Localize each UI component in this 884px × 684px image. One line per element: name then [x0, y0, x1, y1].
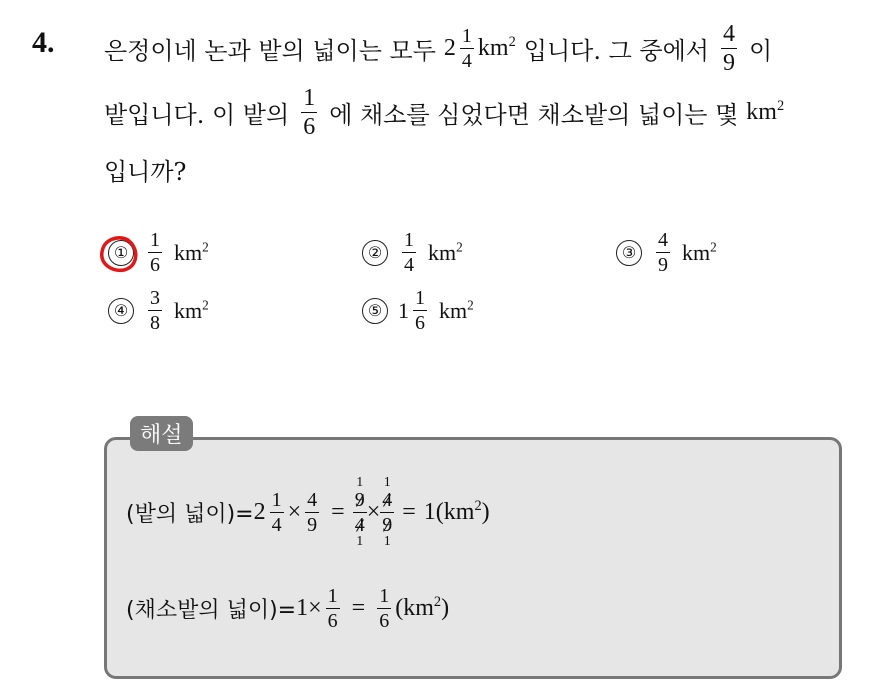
- solution-box: [104, 437, 842, 679]
- result-unit: $km^2$: [443, 498, 482, 525]
- fraction-numerator: 4: [722, 21, 735, 47]
- choice-unit: $km^2$: [682, 239, 717, 265]
- choice-3[interactable]: [616, 230, 717, 275]
- choice-whole: 1: [398, 297, 409, 323]
- equals-sign: =: [331, 499, 345, 525]
- times-sign: ×: [308, 595, 322, 621]
- fraction-one-sixth: [301, 86, 317, 139]
- choice-5[interactable]: [362, 288, 474, 333]
- question-text-2a: 밭입니다. 이 밭의: [104, 101, 290, 129]
- fraction: $\frac{1}{6}$: [327, 585, 338, 632]
- choice-number: ①: [108, 240, 134, 266]
- solution-equation-1: [126, 476, 490, 549]
- number-one: 1: [296, 595, 309, 621]
- fraction-numerator: 1: [461, 25, 472, 47]
- fraction-total: [460, 26, 474, 71]
- solution-tag: 해설: [130, 416, 193, 451]
- mixed-whole: 2: [443, 35, 456, 61]
- open-paren: (: [395, 595, 404, 621]
- fraction-denominator: 4: [461, 50, 472, 72]
- fraction-result: $\frac{1}{6}$: [379, 585, 390, 632]
- choice-fraction: $\frac{3}{8}$: [150, 287, 160, 334]
- times-sign: ×: [366, 499, 381, 525]
- fraction-denominator: 6: [303, 114, 316, 140]
- equals-sign: =: [351, 595, 366, 621]
- choice-number: ⑤: [362, 298, 388, 324]
- choice-unit: $km^2$: [439, 297, 474, 323]
- choice-unit: $km^2$: [428, 239, 463, 265]
- mixed-number-total: [444, 26, 478, 71]
- close-paren: ): [441, 595, 450, 621]
- question-text-1c: 이: [748, 37, 773, 65]
- cancelled-fraction-1: 1 $\frac{9}{4}$ 1: [354, 475, 365, 549]
- close-paren: ): [481, 499, 490, 525]
- fraction: $\frac{1}{4}$: [271, 489, 282, 536]
- choice-fraction: $\frac{1}{6}$: [150, 229, 160, 276]
- choice-2[interactable]: [362, 230, 463, 275]
- fraction-denominator: 9: [722, 50, 735, 76]
- choice-number: ④: [108, 298, 134, 324]
- equals-sign: =: [402, 499, 416, 525]
- question-number: 4.: [32, 26, 55, 59]
- fraction-numerator: 1: [303, 85, 316, 111]
- choice-number: ②: [362, 240, 388, 266]
- question-line-2: [104, 86, 784, 139]
- choice-number: ③: [616, 240, 642, 266]
- choice-unit: $km^2$: [174, 297, 209, 323]
- solution-equation-2: [126, 586, 449, 631]
- question-text-1b: 입니다. 그 중에서: [523, 37, 709, 65]
- question-text-2b: 에 채소를 심었다면 채소밭의 넓이는 몇: [329, 101, 739, 129]
- unit-km2: $km^2$: [477, 34, 516, 61]
- question-line-1: [104, 22, 772, 75]
- unit-km2: $km^2$: [746, 98, 785, 125]
- fraction-four-ninths: [721, 22, 737, 75]
- result-unit: $km^2$: [403, 594, 442, 621]
- question-line-3: 입니까?: [104, 158, 187, 186]
- question-text-1a: 은정이네 논과 밭의 넓이는 모두: [104, 37, 436, 65]
- selected-answer-mark: [98, 234, 142, 274]
- equation-label: (밭의 넓이)=: [126, 502, 254, 527]
- result-value: 1(: [423, 499, 444, 525]
- equation-label: (채소밭의 넓이)=: [126, 598, 297, 623]
- choice-fraction: $\frac{1}{6}$: [415, 287, 425, 334]
- mixed-whole: 2: [253, 499, 266, 525]
- choice-fraction: $\frac{1}{4}$: [404, 229, 414, 276]
- choice-unit: $km^2$: [174, 239, 209, 265]
- choice-fraction: $\frac{4}{9}$: [658, 229, 668, 276]
- fraction: $\frac{4}{9}$: [307, 489, 318, 536]
- times-sign: ×: [287, 499, 302, 525]
- choice-4[interactable]: [108, 288, 209, 333]
- cancelled-fraction-2: 1 $\frac{4}{9}$ 1: [382, 475, 393, 549]
